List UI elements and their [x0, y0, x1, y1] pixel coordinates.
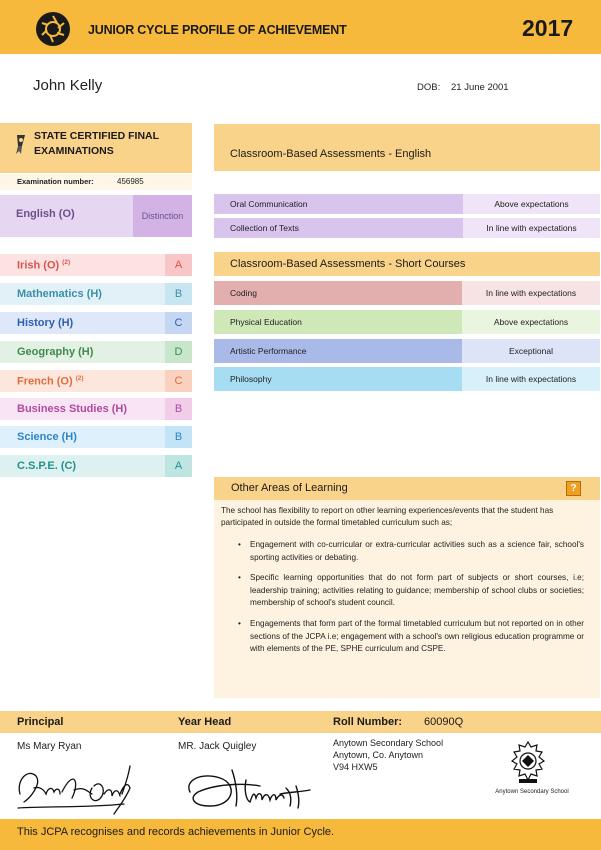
short-course-row [214, 281, 600, 305]
document-year: 2017 [522, 15, 574, 41]
subject-row [0, 283, 192, 305]
subject-row [0, 426, 192, 448]
subject-grade: C [165, 312, 192, 334]
short-course-row [214, 339, 600, 363]
other-areas-title: Other Areas of Learning [231, 482, 348, 494]
signature-header-band [0, 711, 601, 733]
subject-note: (2) [75, 375, 84, 382]
short-course-label: Artistic Performance [214, 339, 462, 363]
footer-text: This JCPA recognises and records achievements in Junior Cycle. [17, 826, 335, 838]
subject-name [17, 317, 73, 329]
english-subject-name: English (O) [16, 208, 75, 220]
subject-row [0, 455, 192, 477]
cba-result: Above expectations [463, 194, 600, 214]
cba-label: Collection of Texts [214, 218, 463, 238]
principal-name: Ms Mary Ryan [17, 741, 82, 752]
year-head-name: MR. Jack Quigley [178, 741, 257, 752]
other-areas-item [238, 618, 584, 656]
short-course-row [214, 310, 600, 334]
other-areas-item [238, 539, 584, 564]
other-areas-item-text: Engagement with co-curricular or extra-curricular activities such as a science fair, school's sporting activities or debating. [250, 540, 584, 562]
dob-value: 21 June 2001 [451, 82, 509, 93]
address-line: Anytown Secondary School [333, 738, 444, 748]
short-course-label: Coding [214, 281, 462, 305]
question-icon[interactable]: ? [566, 481, 581, 496]
subject-grade: B [165, 426, 192, 448]
subject-name [17, 288, 102, 300]
bullet: • [238, 573, 241, 582]
subject-name [17, 346, 93, 358]
subject-name-text: French (O) [17, 375, 73, 388]
short-course-label: Physical Education [214, 310, 462, 334]
short-course-row [214, 367, 600, 391]
subject-grade: B [165, 398, 192, 420]
cba-short-courses-title: Classroom-Based Assessments - Short Courses [230, 258, 466, 270]
dob-label: DOB: [417, 82, 441, 93]
short-course-label: Philosophy [214, 367, 462, 391]
english-grade: Distinction [141, 211, 184, 221]
school-crest-name: Anytown Secondary School [495, 789, 569, 795]
roll-number-label: Roll Number: [333, 716, 403, 728]
cba-label: Oral Communication [214, 194, 463, 214]
subject-grade: A [165, 254, 192, 276]
principal-label: Principal [17, 716, 64, 728]
subject-grade: C [165, 370, 192, 392]
address-line: Anytown, Co. Anytown [333, 750, 424, 760]
subject-row [0, 398, 192, 420]
subject-name [17, 259, 70, 272]
other-areas-intro: The school has flexibility to report on other learning experiences/events that the student has participated in outside the formal timetabled curriculum such as; [221, 506, 554, 527]
subject-note: (2) [62, 259, 71, 266]
exam-number-label: Examination number: [17, 177, 94, 186]
cba-english-title: Classroom-Based Assessments - English [230, 148, 432, 160]
subject-name-text: Science (H) [17, 431, 77, 443]
subject-grade: B [165, 283, 192, 305]
cba-result: In line with expectations [463, 218, 600, 238]
other-areas-item-text: Specific learning opportunities that do not form part of subjects or short courses, i.e; leadership training; activities relating to guidance; membership of school clubs or societies; membership of school's student council. [250, 573, 584, 607]
short-course-result: Above expectations [462, 310, 600, 334]
cba-english-row [214, 218, 600, 238]
subject-row [0, 341, 192, 363]
subject-name [17, 431, 77, 443]
school-address [333, 737, 443, 773]
school-crest-icon [507, 739, 549, 785]
other-areas-item-text: Engagements that form part of the formal timetabled curriculum but not reported on in other sections of the JCPA i.e; engagement with a school's own religious education programme or with elements of the PE, SPHE curriculum and CSPE. [250, 619, 584, 653]
short-course-result: In line with expectations [462, 367, 600, 391]
subject-name-text: Geography (H) [17, 346, 94, 358]
subject-row [0, 312, 192, 334]
short-course-result: In line with expectations [462, 281, 600, 305]
bullet: • [238, 540, 241, 549]
year-head-signature [180, 762, 316, 812]
aperture-logo-icon [36, 12, 70, 46]
subject-name [17, 375, 84, 388]
principal-signature [14, 758, 138, 818]
subject-name-text: Business Studies (H) [17, 403, 128, 415]
year-head-label: Year Head [178, 716, 232, 728]
other-areas-item [238, 572, 584, 610]
subject-name-text: Irish (O) [17, 259, 60, 272]
bullet: • [238, 619, 241, 628]
subject-name-text: History (H) [17, 317, 74, 329]
subject-grade: A [165, 455, 192, 477]
document-title: JUNIOR CYCLE PROFILE OF ACHIEVEMENT [88, 23, 347, 37]
exam-number-value: 456985 [117, 177, 144, 186]
state-exams-title: STATE CERTIFIED FINAL EXAMINATIONS [34, 130, 159, 157]
subject-name [17, 460, 76, 472]
subject-grade: D [165, 341, 192, 363]
subject-name-text: C.S.P.E. (C) [17, 460, 77, 472]
address-line: V94 HXW5 [333, 762, 378, 772]
student-name: John Kelly [33, 77, 103, 94]
subject-name-text: Mathematics (H) [17, 288, 102, 300]
subject-name [17, 403, 127, 415]
subject-row [0, 254, 192, 276]
certificate-icon [14, 133, 28, 155]
cba-english-row [214, 194, 600, 214]
roll-number-value: 60090Q [424, 716, 464, 728]
subject-row [0, 370, 192, 392]
short-course-result: Exceptional [462, 339, 600, 363]
